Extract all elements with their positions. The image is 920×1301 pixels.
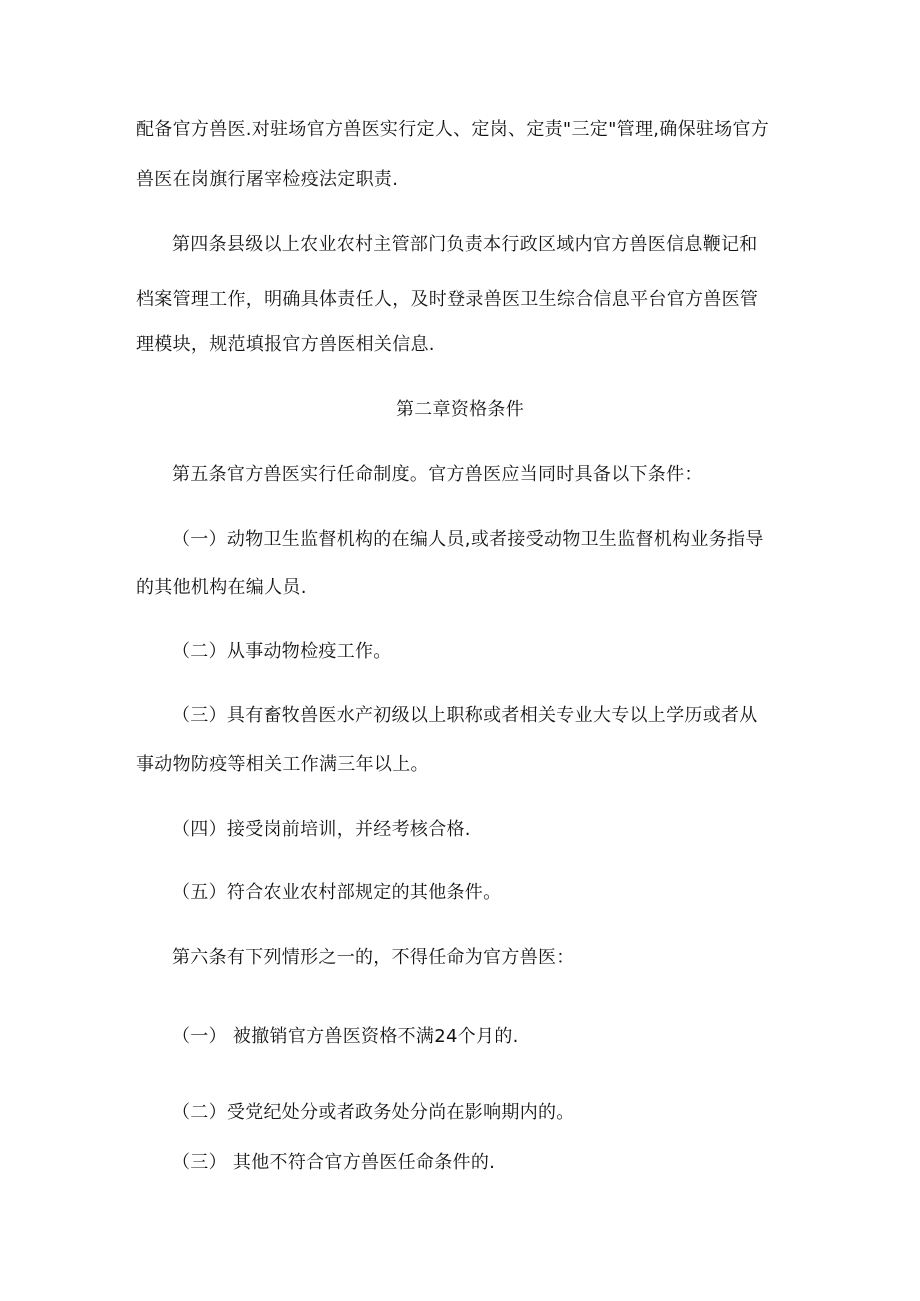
- list-item-line: （二）从事动物检疫工作。: [172, 641, 392, 662]
- article-4-line: 第四条县级以上农业农村主管部门负责本行政区域内官方兽医信息鞭记和: [172, 234, 758, 255]
- list-item-line: （一） 被撤销官方兽医资格不满24个月的.: [172, 1026, 519, 1047]
- chapter-heading: 第二章资格条件: [395, 399, 525, 420]
- list-item-line: （三） 其他不符合官方兽医任命条件的.: [172, 1152, 496, 1173]
- paragraph-line: 配备官方兽医.对驻场官方兽医实行定人、定岗、定责"三定"管理,确保驻场官方: [136, 119, 770, 140]
- paragraph-line: 理模块，规范填报官方兽医相关信息.: [136, 334, 435, 355]
- article-5-line: 第五条官方兽医实行任命制度。官方兽医应当同时具备以下条件：: [172, 464, 703, 485]
- list-item-line: （二）受党纪处分或者政务处分尚在影响期内的。: [172, 1102, 575, 1123]
- paragraph-line: 档案管理工作，明确具体责任人，及时登录兽医卫生综合信息平台官方兽医管: [136, 289, 759, 310]
- list-item-line: 事动物防疫等相关工作满三年以上。: [136, 754, 429, 775]
- article-6-line: 第六条有下列情形之一的，不得任命为官方兽医：: [172, 947, 575, 968]
- list-item-line: （三）具有畜牧兽医水产初级以上职称或者相关专业大专以上学历或者从: [172, 705, 758, 726]
- list-item-line: （四）接受岗前培训，并经考核合格.: [172, 819, 471, 840]
- paragraph-line: 兽医在岗旗行屠宰检疫法定职责.: [136, 169, 399, 190]
- list-item-line: （五）符合农业农村部规定的其他条件。: [172, 882, 502, 903]
- list-item-line: 的其他机构在编人员.: [136, 577, 307, 598]
- list-item-line: （一）动物卫生监督机构的在编人员,或者接受动物卫生监督机构业务指导: [172, 529, 764, 550]
